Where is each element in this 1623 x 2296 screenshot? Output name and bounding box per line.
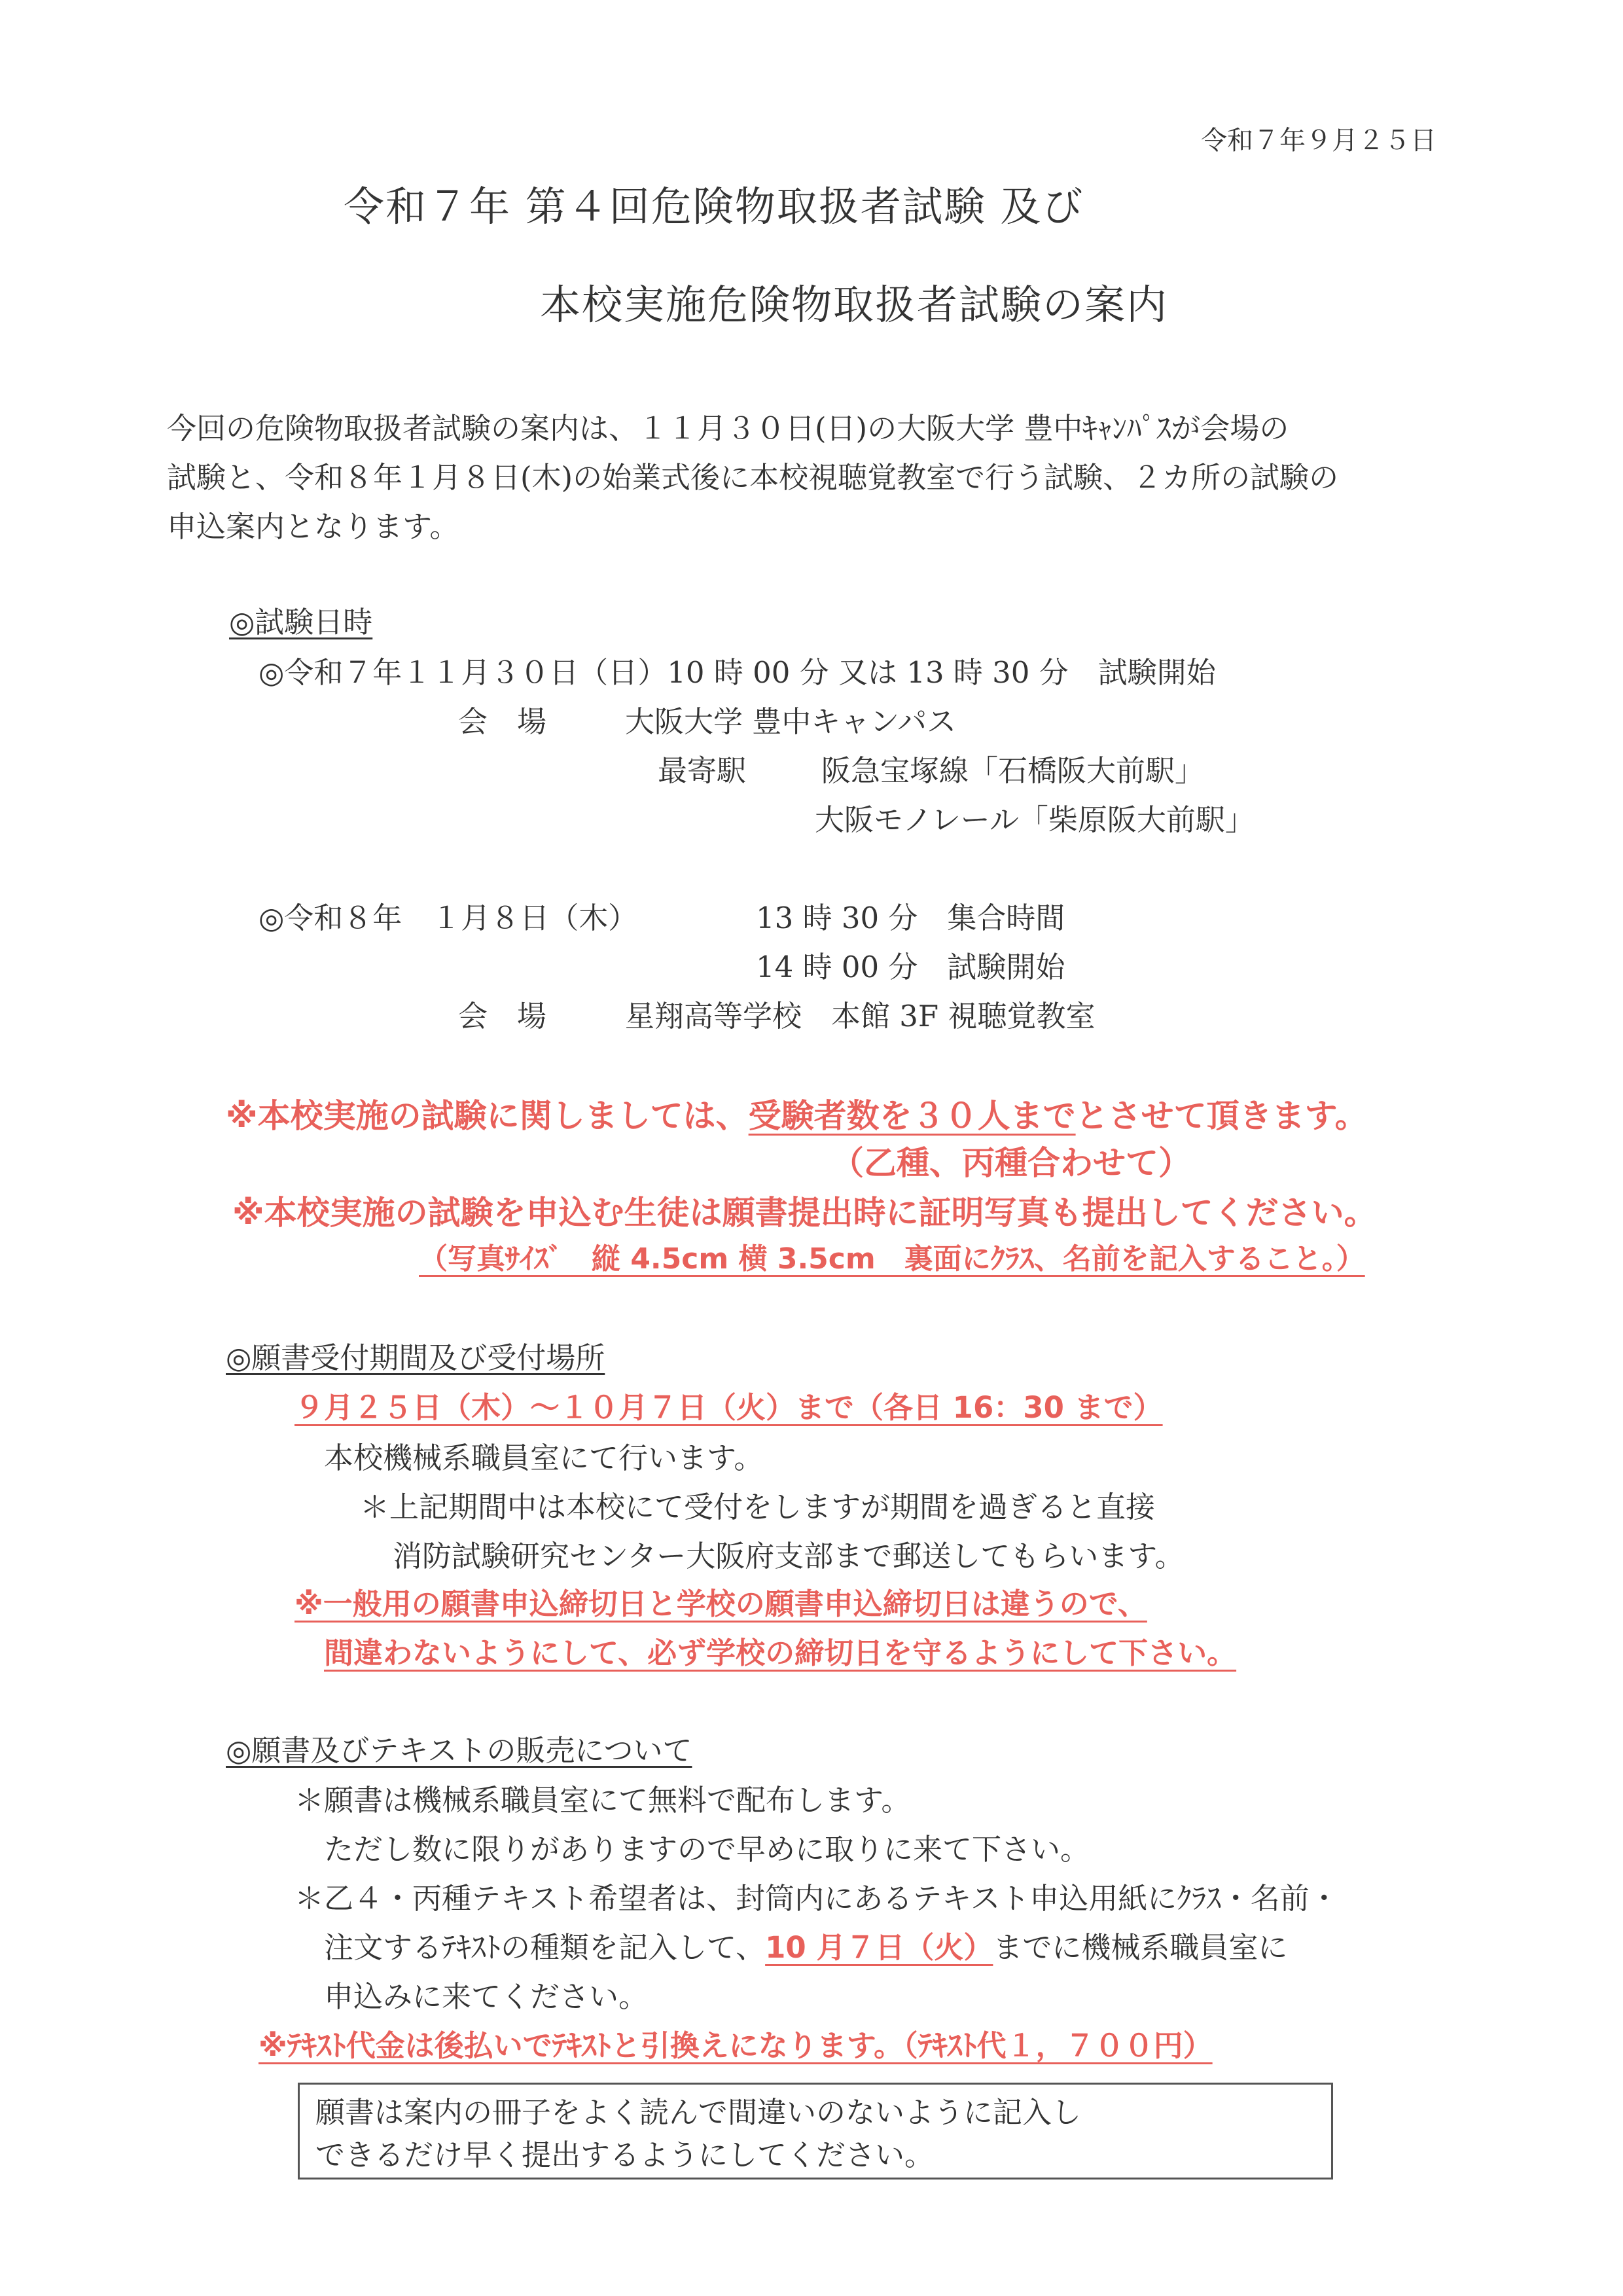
photo-size-note: （写真ｻｲｽﾞ 縦 4.5cm 横 3.5cm 裏面にｸﾗｽ、名前を記入すること。） bbox=[419, 1242, 1365, 1276]
exam2-date: ◎令和８年 １月８日（木） bbox=[259, 901, 638, 935]
reception-period: ９月２５日（木）～１０月７日（火）まで（各日 16：30 まで） bbox=[294, 1390, 1163, 1425]
schedule-heading: ◎試験日時 bbox=[229, 605, 373, 639]
sales-item-2-line-1: ＊乙４・丙種テキスト希望者は、封筒内にあるテキスト申込用紙にｸﾗｽ・名前・ bbox=[294, 1881, 1339, 1916]
intro-line-3: 申込案内となります。 bbox=[167, 509, 459, 544]
sales-deadline-date: 10 月７日（火） bbox=[765, 1930, 993, 1965]
limit-note-sub: （乙種、丙種合わせて） bbox=[831, 1144, 1191, 1182]
exam1-station-2: 大阪モノレール「柴原阪大前駅」 bbox=[815, 802, 1255, 837]
exam1-date: ◎令和７年１１月３０日（日）10 時 00 分 又は 13 時 30 分 試験開始 bbox=[259, 655, 1216, 690]
sales-heading: ◎願書及びテキストの販売について bbox=[226, 1733, 692, 1768]
sales-item-2-line-2-suffix: までに機械系職員室に bbox=[993, 1930, 1288, 1965]
reception-place: 本校機械系職員室にて行います。 bbox=[324, 1441, 764, 1475]
notice-box bbox=[298, 2083, 1333, 2179]
reception-warning-2: 間違わないようにして、必ず学校の締切日を守るようにして下さい。 bbox=[324, 1636, 1237, 1670]
exam2-venue-label: 会 場 bbox=[458, 999, 547, 1033]
intro-line-2: 試験と、令和８年１月８日(木)の始業式後に本校視聴覚教室で行う試験、２カ所の試験の bbox=[167, 460, 1339, 495]
exam1-station-label: 最寄駅 bbox=[658, 753, 747, 788]
title-line-1: 令和７年 第４回危険物取扱者試験 及び bbox=[344, 183, 1084, 230]
limit-note-suffix: とさせて頂きます。 bbox=[1075, 1097, 1368, 1135]
reception-detail-2: 消防試験研究センター大阪府支部まで郵送してもらいます。 bbox=[393, 1539, 1185, 1573]
reception-warning-1: ※一般用の願書申込締切日と学校の願書申込締切日は違うので、 bbox=[294, 1587, 1147, 1621]
limit-note-underlined: 受験者数を３０人まで bbox=[748, 1097, 1076, 1135]
sales-item-2-line-2 bbox=[324, 1930, 1288, 1965]
exam1-venue-label: 会 場 bbox=[458, 704, 547, 739]
title-line-2: 本校実施危険物取扱者試験の案内 bbox=[540, 281, 1169, 329]
exam1-venue: 大阪大学 豊中キャンパス bbox=[625, 704, 957, 739]
limit-note-prefix: ※本校実施の試験に関しましては、 bbox=[226, 1097, 749, 1135]
photo-note: ※本校実施の試験を申込む生徒は願書提出時に証明写真も提出してください。 bbox=[232, 1194, 1377, 1232]
reception-heading: ◎願書受付期間及び受付場所 bbox=[226, 1340, 605, 1375]
exam2-time-2: 14 時 00 分 試験開始 bbox=[756, 950, 1065, 984]
sales-item-2-line-3: 申込みに来てください。 bbox=[324, 1979, 649, 2014]
sales-item-1-line-2: ただし数に限りがありますので早めに取りに来て下さい。 bbox=[324, 1832, 1090, 1867]
limit-note bbox=[226, 1097, 1368, 1135]
intro-line-1: 今回の危険物取扱者試験の案内は、１１月３０日(日)の大阪大学 豊中ｷｬﾝﾊﾟｽが会場の bbox=[167, 411, 1289, 446]
notice-line-1: 願書は案内の冊子をよく読んで間違いのないように記入し bbox=[315, 2095, 1082, 2130]
payment-note: ※ﾃｷｽﾄ代金は後払いでﾃｷｽﾄと引換えになります。（ﾃｷｽﾄ代１，７００円） bbox=[259, 2028, 1213, 2063]
exam2-time-1: 13 時 30 分 集合時間 bbox=[756, 901, 1065, 935]
sales-item-2-line-2-prefix: 注文するﾃｷｽﾄの種類を記入して、 bbox=[324, 1930, 766, 1965]
exam1-station-1: 阪急宝塚線「石橋阪大前駅」 bbox=[821, 753, 1205, 788]
reception-detail-1: ＊上記期間中は本校にて受付をしますが期間を過ぎると直接 bbox=[360, 1490, 1156, 1524]
sales-item-1-line-1: ＊願書は機械系職員室にて無料で配布します。 bbox=[294, 1783, 911, 1818]
notice-line-2: できるだけ早く提出するようにしてください。 bbox=[315, 2138, 935, 2172]
document-date: 令和７年９月２５日 bbox=[1201, 126, 1436, 156]
exam2-venue: 星翔高等学校 本館 3F 視聴覚教室 bbox=[625, 999, 1096, 1033]
